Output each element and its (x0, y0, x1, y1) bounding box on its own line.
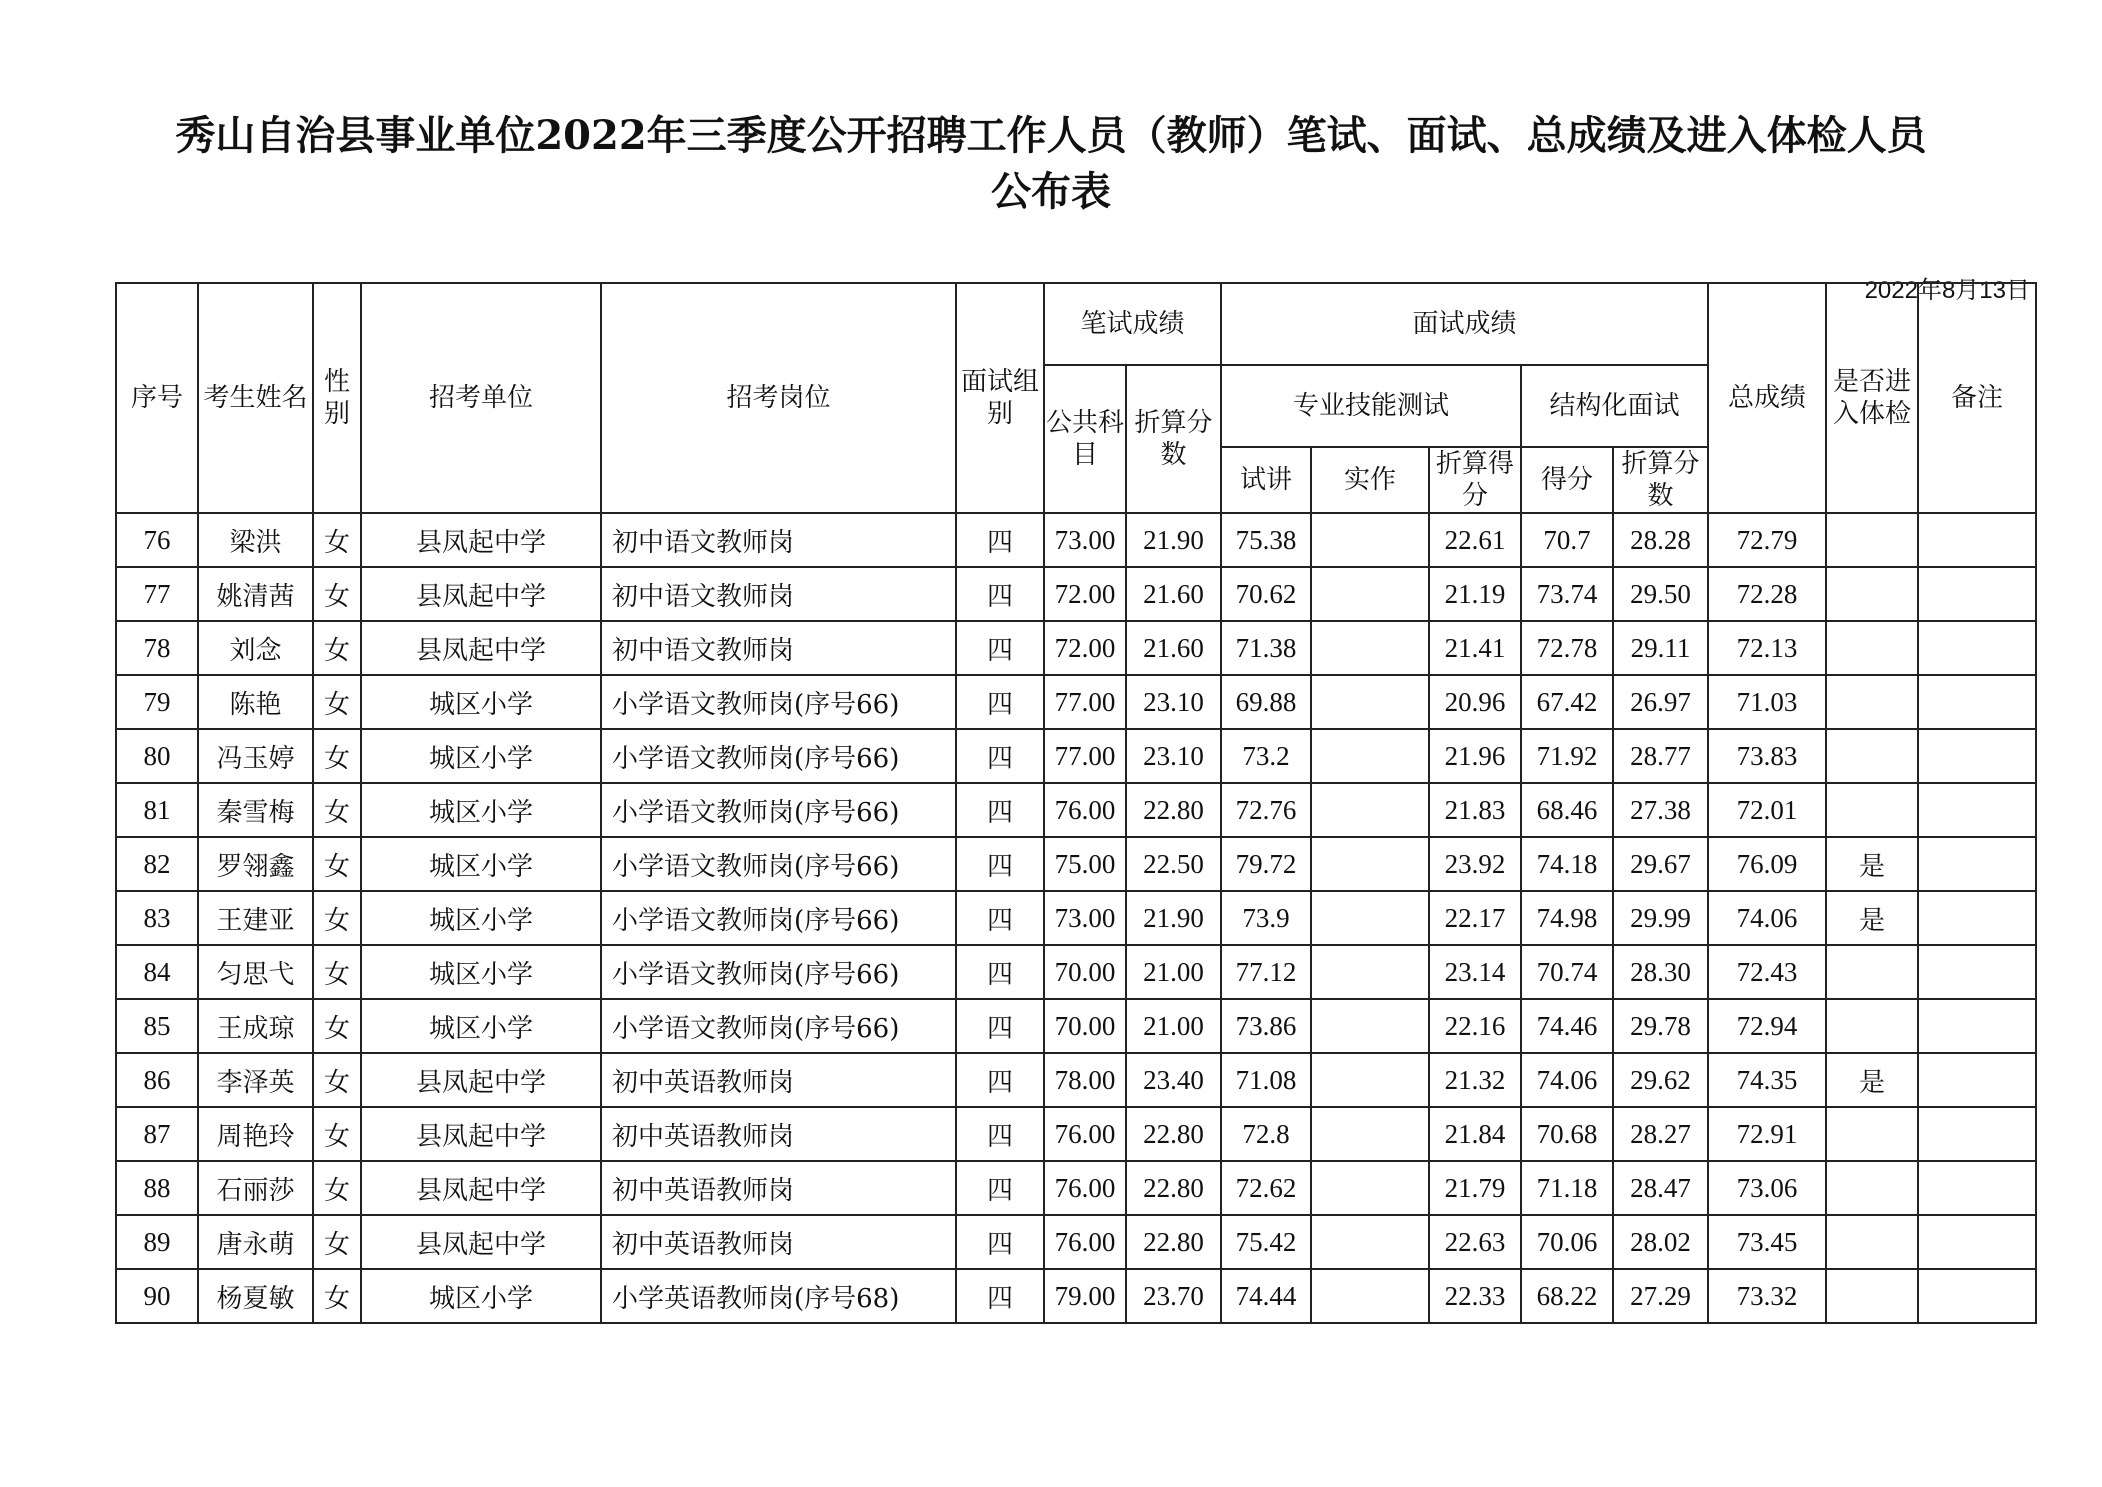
cell-total: 74.35 (1708, 1053, 1826, 1107)
cell-structured-score: 74.46 (1521, 999, 1613, 1053)
cell-sex: 女 (313, 621, 361, 675)
cell-structured-converted: 28.02 (1613, 1215, 1708, 1269)
cell-written-converted: 22.80 (1126, 1107, 1221, 1161)
cell-post: 初中英语教师岗 (601, 1215, 956, 1269)
cell-unit: 城区小学 (361, 783, 601, 837)
cell-exam (1826, 1107, 1918, 1161)
cell-written-public: 77.00 (1044, 729, 1126, 783)
cell-unit: 县凤起中学 (361, 1161, 601, 1215)
cell-skill-converted: 21.79 (1429, 1161, 1521, 1215)
cell-post: 小学语文教师岗(序号66) (601, 675, 956, 729)
cell-skill-converted: 20.96 (1429, 675, 1521, 729)
cell-written-public: 76.00 (1044, 783, 1126, 837)
cell-group: 四 (956, 621, 1044, 675)
cell-name: 罗翎鑫 (198, 837, 313, 891)
cell-written-public: 70.00 (1044, 999, 1126, 1053)
document-title (0, 108, 2102, 220)
cell-practice (1311, 1161, 1429, 1215)
header-structured-converted: 折算分数 (1613, 447, 1708, 513)
cell-total: 72.28 (1708, 567, 1826, 621)
cell-structured-score: 70.74 (1521, 945, 1613, 999)
cell-written-converted: 23.40 (1126, 1053, 1221, 1107)
cell-structured-score: 71.18 (1521, 1161, 1613, 1215)
cell-total: 72.79 (1708, 513, 1826, 567)
cell-practice (1311, 783, 1429, 837)
cell-unit: 城区小学 (361, 729, 601, 783)
cell-group: 四 (956, 1161, 1044, 1215)
cell-total: 73.45 (1708, 1215, 1826, 1269)
cell-structured-score: 67.42 (1521, 675, 1613, 729)
cell-exam (1826, 621, 1918, 675)
cell-name: 匀思弋 (198, 945, 313, 999)
cell-unit: 城区小学 (361, 837, 601, 891)
cell-structured-converted: 28.27 (1613, 1107, 1708, 1161)
cell-seq: 87 (116, 1107, 198, 1161)
cell-skill-converted: 23.92 (1429, 837, 1521, 891)
cell-skill-converted: 21.32 (1429, 1053, 1521, 1107)
cell-group: 四 (956, 837, 1044, 891)
cell-remark (1918, 1053, 2036, 1107)
cell-written-public: 76.00 (1044, 1107, 1126, 1161)
cell-group: 四 (956, 783, 1044, 837)
cell-seq: 88 (116, 1161, 198, 1215)
cell-skill-converted: 21.41 (1429, 621, 1521, 675)
cell-remark (1918, 729, 2036, 783)
cell-practice (1311, 999, 1429, 1053)
cell-post: 小学英语教师岗(序号68) (601, 1269, 956, 1323)
cell-total: 72.94 (1708, 999, 1826, 1053)
cell-structured-score: 70.7 (1521, 513, 1613, 567)
header-seq: 序号 (116, 283, 198, 513)
cell-structured-converted: 28.77 (1613, 729, 1708, 783)
cell-lecture: 72.8 (1221, 1107, 1311, 1161)
cell-sex: 女 (313, 837, 361, 891)
cell-total: 76.09 (1708, 837, 1826, 891)
cell-written-converted: 23.70 (1126, 1269, 1221, 1323)
cell-exam (1826, 729, 1918, 783)
table-row (116, 945, 2036, 999)
cell-name: 王成琼 (198, 999, 313, 1053)
cell-practice (1311, 837, 1429, 891)
table-row (116, 837, 2036, 891)
cell-unit: 县凤起中学 (361, 621, 601, 675)
cell-group: 四 (956, 729, 1044, 783)
header-written-public: 公共科目 (1044, 365, 1126, 513)
table-row (116, 567, 2036, 621)
cell-remark (1918, 1161, 2036, 1215)
cell-total: 73.06 (1708, 1161, 1826, 1215)
cell-practice (1311, 675, 1429, 729)
cell-written-converted: 23.10 (1126, 729, 1221, 783)
header-name: 考生姓名 (198, 283, 313, 513)
cell-post: 小学语文教师岗(序号66) (601, 999, 956, 1053)
cell-structured-converted: 27.29 (1613, 1269, 1708, 1323)
cell-sex: 女 (313, 729, 361, 783)
header-sex: 性别 (313, 283, 361, 513)
cell-structured-converted: 29.78 (1613, 999, 1708, 1053)
cell-name: 周艳玲 (198, 1107, 313, 1161)
cell-unit: 城区小学 (361, 675, 601, 729)
cell-lecture: 69.88 (1221, 675, 1311, 729)
cell-seq: 85 (116, 999, 198, 1053)
cell-structured-score: 73.74 (1521, 567, 1613, 621)
cell-unit: 县凤起中学 (361, 1107, 601, 1161)
cell-practice (1311, 729, 1429, 783)
cell-skill-converted: 22.17 (1429, 891, 1521, 945)
cell-structured-score: 71.92 (1521, 729, 1613, 783)
cell-exam (1826, 999, 1918, 1053)
header-structured-score: 得分 (1521, 447, 1613, 513)
cell-unit: 县凤起中学 (361, 1215, 601, 1269)
cell-remark (1918, 891, 2036, 945)
table-row (116, 1107, 2036, 1161)
cell-structured-score: 74.18 (1521, 837, 1613, 891)
cell-skill-converted: 21.83 (1429, 783, 1521, 837)
cell-lecture: 75.38 (1221, 513, 1311, 567)
cell-group: 四 (956, 1215, 1044, 1269)
cell-structured-converted: 26.97 (1613, 675, 1708, 729)
cell-written-public: 79.00 (1044, 1269, 1126, 1323)
cell-remark (1918, 621, 2036, 675)
cell-seq: 78 (116, 621, 198, 675)
cell-total: 72.01 (1708, 783, 1826, 837)
cell-written-converted: 22.80 (1126, 1161, 1221, 1215)
cell-total: 72.13 (1708, 621, 1826, 675)
cell-seq: 86 (116, 1053, 198, 1107)
table-row (116, 1161, 2036, 1215)
header-remark: 备注 (1918, 283, 2036, 513)
table-row (116, 729, 2036, 783)
cell-unit: 城区小学 (361, 1269, 601, 1323)
cell-written-public: 77.00 (1044, 675, 1126, 729)
cell-exam (1826, 1269, 1918, 1323)
cell-group: 四 (956, 945, 1044, 999)
cell-written-converted: 21.90 (1126, 891, 1221, 945)
cell-structured-score: 72.78 (1521, 621, 1613, 675)
cell-structured-converted: 28.47 (1613, 1161, 1708, 1215)
cell-post: 小学语文教师岗(序号66) (601, 945, 956, 999)
cell-total: 72.91 (1708, 1107, 1826, 1161)
table-row (116, 513, 2036, 567)
cell-group: 四 (956, 1107, 1044, 1161)
cell-structured-score: 68.46 (1521, 783, 1613, 837)
cell-group: 四 (956, 513, 1044, 567)
cell-post: 初中语文教师岗 (601, 567, 956, 621)
cell-skill-converted: 22.63 (1429, 1215, 1521, 1269)
cell-structured-score: 74.06 (1521, 1053, 1613, 1107)
cell-practice (1311, 891, 1429, 945)
table-row (116, 999, 2036, 1053)
cell-unit: 县凤起中学 (361, 567, 601, 621)
cell-group: 四 (956, 1269, 1044, 1323)
cell-name: 秦雪梅 (198, 783, 313, 837)
cell-unit: 城区小学 (361, 891, 601, 945)
header-interview: 面试成绩 (1221, 283, 1708, 365)
cell-group: 四 (956, 999, 1044, 1053)
cell-exam (1826, 513, 1918, 567)
header-skill: 专业技能测试 (1221, 365, 1521, 447)
cell-seq: 90 (116, 1269, 198, 1323)
table-row (116, 1053, 2036, 1107)
cell-lecture: 71.38 (1221, 621, 1311, 675)
header-written: 笔试成绩 (1044, 283, 1221, 365)
cell-written-converted: 21.00 (1126, 999, 1221, 1053)
cell-structured-score: 70.06 (1521, 1215, 1613, 1269)
header-total: 总成绩 (1708, 283, 1826, 513)
cell-practice (1311, 945, 1429, 999)
cell-practice (1311, 567, 1429, 621)
table-row (116, 1269, 2036, 1323)
cell-seq: 83 (116, 891, 198, 945)
header-unit: 招考单位 (361, 283, 601, 513)
cell-sex: 女 (313, 675, 361, 729)
cell-lecture: 73.2 (1221, 729, 1311, 783)
cell-practice (1311, 1215, 1429, 1269)
header-skill-lecture: 试讲 (1221, 447, 1311, 513)
cell-written-converted: 22.80 (1126, 1215, 1221, 1269)
cell-practice (1311, 1269, 1429, 1323)
cell-lecture: 75.42 (1221, 1215, 1311, 1269)
cell-lecture: 71.08 (1221, 1053, 1311, 1107)
cell-structured-converted: 29.50 (1613, 567, 1708, 621)
cell-written-public: 72.00 (1044, 621, 1126, 675)
cell-written-public: 73.00 (1044, 513, 1126, 567)
cell-written-public: 78.00 (1044, 1053, 1126, 1107)
cell-exam: 是 (1826, 1053, 1918, 1107)
cell-skill-converted: 22.61 (1429, 513, 1521, 567)
cell-structured-converted: 28.28 (1613, 513, 1708, 567)
cell-structured-converted: 28.30 (1613, 945, 1708, 999)
cell-total: 72.43 (1708, 945, 1826, 999)
cell-remark (1918, 783, 2036, 837)
cell-sex: 女 (313, 513, 361, 567)
cell-written-public: 73.00 (1044, 891, 1126, 945)
cell-structured-score: 68.22 (1521, 1269, 1613, 1323)
cell-total: 73.83 (1708, 729, 1826, 783)
cell-remark (1918, 1269, 2036, 1323)
cell-practice (1311, 1053, 1429, 1107)
cell-structured-converted: 29.62 (1613, 1053, 1708, 1107)
cell-seq: 80 (116, 729, 198, 783)
header-written-converted: 折算分数 (1126, 365, 1221, 513)
results-table (115, 282, 2037, 1324)
cell-seq: 84 (116, 945, 198, 999)
cell-written-converted: 21.90 (1126, 513, 1221, 567)
header-structured: 结构化面试 (1521, 365, 1708, 447)
header-group: 面试组别 (956, 283, 1044, 513)
cell-structured-converted: 29.99 (1613, 891, 1708, 945)
cell-remark (1918, 945, 2036, 999)
cell-lecture: 74.44 (1221, 1269, 1311, 1323)
cell-exam (1826, 1215, 1918, 1269)
cell-written-converted: 21.00 (1126, 945, 1221, 999)
cell-group: 四 (956, 891, 1044, 945)
cell-written-converted: 23.10 (1126, 675, 1221, 729)
cell-lecture: 70.62 (1221, 567, 1311, 621)
cell-remark (1918, 513, 2036, 567)
cell-structured-score: 70.68 (1521, 1107, 1613, 1161)
cell-remark (1918, 675, 2036, 729)
cell-written-converted: 22.50 (1126, 837, 1221, 891)
cell-practice (1311, 513, 1429, 567)
cell-post: 初中语文教师岗 (601, 513, 956, 567)
cell-unit: 县凤起中学 (361, 513, 601, 567)
cell-seq: 89 (116, 1215, 198, 1269)
cell-total: 73.32 (1708, 1269, 1826, 1323)
cell-written-converted: 21.60 (1126, 621, 1221, 675)
cell-name: 李泽英 (198, 1053, 313, 1107)
cell-unit: 城区小学 (361, 945, 601, 999)
cell-sex: 女 (313, 1269, 361, 1323)
cell-group: 四 (956, 567, 1044, 621)
cell-lecture: 77.12 (1221, 945, 1311, 999)
cell-sex: 女 (313, 891, 361, 945)
cell-seq: 79 (116, 675, 198, 729)
cell-seq: 77 (116, 567, 198, 621)
cell-exam (1826, 675, 1918, 729)
cell-post: 初中英语教师岗 (601, 1053, 956, 1107)
cell-exam: 是 (1826, 891, 1918, 945)
cell-sex: 女 (313, 1161, 361, 1215)
cell-name: 梁洪 (198, 513, 313, 567)
cell-sex: 女 (313, 945, 361, 999)
cell-skill-converted: 21.19 (1429, 567, 1521, 621)
cell-written-public: 70.00 (1044, 945, 1126, 999)
cell-post: 小学语文教师岗(序号66) (601, 837, 956, 891)
cell-total: 71.03 (1708, 675, 1826, 729)
table-row (116, 675, 2036, 729)
header-skill-converted: 折算得分 (1429, 447, 1521, 513)
title-line-1: 秀山自治县事业单位2022年三季度公开招聘工作人员（教师）笔试、面试、总成绩及进入体检人员 (175, 112, 1927, 159)
cell-written-converted: 21.60 (1126, 567, 1221, 621)
cell-lecture: 73.86 (1221, 999, 1311, 1053)
cell-sex: 女 (313, 1053, 361, 1107)
cell-name: 王建亚 (198, 891, 313, 945)
cell-sex: 女 (313, 999, 361, 1053)
cell-seq: 76 (116, 513, 198, 567)
cell-structured-converted: 27.38 (1613, 783, 1708, 837)
table-body (116, 513, 2036, 1323)
table-row (116, 783, 2036, 837)
cell-remark (1918, 567, 2036, 621)
cell-remark (1918, 999, 2036, 1053)
cell-exam (1826, 1161, 1918, 1215)
cell-total: 74.06 (1708, 891, 1826, 945)
cell-exam (1826, 945, 1918, 999)
cell-name: 石丽莎 (198, 1161, 313, 1215)
cell-lecture: 79.72 (1221, 837, 1311, 891)
cell-written-public: 72.00 (1044, 567, 1126, 621)
cell-exam (1826, 567, 1918, 621)
cell-name: 刘念 (198, 621, 313, 675)
header-exam: 是否进入体检 (1826, 283, 1918, 513)
cell-skill-converted: 22.33 (1429, 1269, 1521, 1323)
table-row (116, 891, 2036, 945)
cell-practice (1311, 621, 1429, 675)
table-row (116, 1215, 2036, 1269)
cell-written-public: 76.00 (1044, 1161, 1126, 1215)
cell-structured-converted: 29.67 (1613, 837, 1708, 891)
cell-written-public: 75.00 (1044, 837, 1126, 891)
header-skill-practice: 实作 (1311, 447, 1429, 513)
cell-structured-score: 74.98 (1521, 891, 1613, 945)
cell-remark (1918, 837, 2036, 891)
publish-date: 2022年8月13日 (1864, 277, 2030, 304)
cell-group: 四 (956, 675, 1044, 729)
cell-post: 初中英语教师岗 (601, 1107, 956, 1161)
cell-name: 唐永萌 (198, 1215, 313, 1269)
cell-structured-converted: 29.11 (1613, 621, 1708, 675)
cell-skill-converted: 21.96 (1429, 729, 1521, 783)
cell-post: 小学语文教师岗(序号66) (601, 891, 956, 945)
cell-name: 陈艳 (198, 675, 313, 729)
cell-lecture: 72.76 (1221, 783, 1311, 837)
cell-sex: 女 (313, 783, 361, 837)
cell-post: 小学语文教师岗(序号66) (601, 729, 956, 783)
cell-sex: 女 (313, 1215, 361, 1269)
title-line-2: 公布表 (991, 168, 1111, 215)
cell-skill-converted: 22.16 (1429, 999, 1521, 1053)
cell-exam: 是 (1826, 837, 1918, 891)
header-post: 招考岗位 (601, 283, 956, 513)
cell-practice (1311, 1107, 1429, 1161)
cell-name: 姚清茜 (198, 567, 313, 621)
cell-group: 四 (956, 1053, 1044, 1107)
cell-seq: 81 (116, 783, 198, 837)
cell-seq: 82 (116, 837, 198, 891)
table-row (116, 621, 2036, 675)
cell-remark (1918, 1107, 2036, 1161)
cell-sex: 女 (313, 1107, 361, 1161)
cell-unit: 城区小学 (361, 999, 601, 1053)
cell-post: 初中英语教师岗 (601, 1161, 956, 1215)
cell-lecture: 72.62 (1221, 1161, 1311, 1215)
cell-name: 冯玉婷 (198, 729, 313, 783)
cell-skill-converted: 21.84 (1429, 1107, 1521, 1161)
cell-lecture: 73.9 (1221, 891, 1311, 945)
cell-written-converted: 22.80 (1126, 783, 1221, 837)
cell-name: 杨夏敏 (198, 1269, 313, 1323)
cell-post: 初中语文教师岗 (601, 621, 956, 675)
cell-sex: 女 (313, 567, 361, 621)
cell-written-public: 76.00 (1044, 1215, 1126, 1269)
cell-remark (1918, 1215, 2036, 1269)
cell-post: 小学语文教师岗(序号66) (601, 783, 956, 837)
cell-unit: 县凤起中学 (361, 1053, 601, 1107)
cell-skill-converted: 23.14 (1429, 945, 1521, 999)
cell-exam (1826, 783, 1918, 837)
